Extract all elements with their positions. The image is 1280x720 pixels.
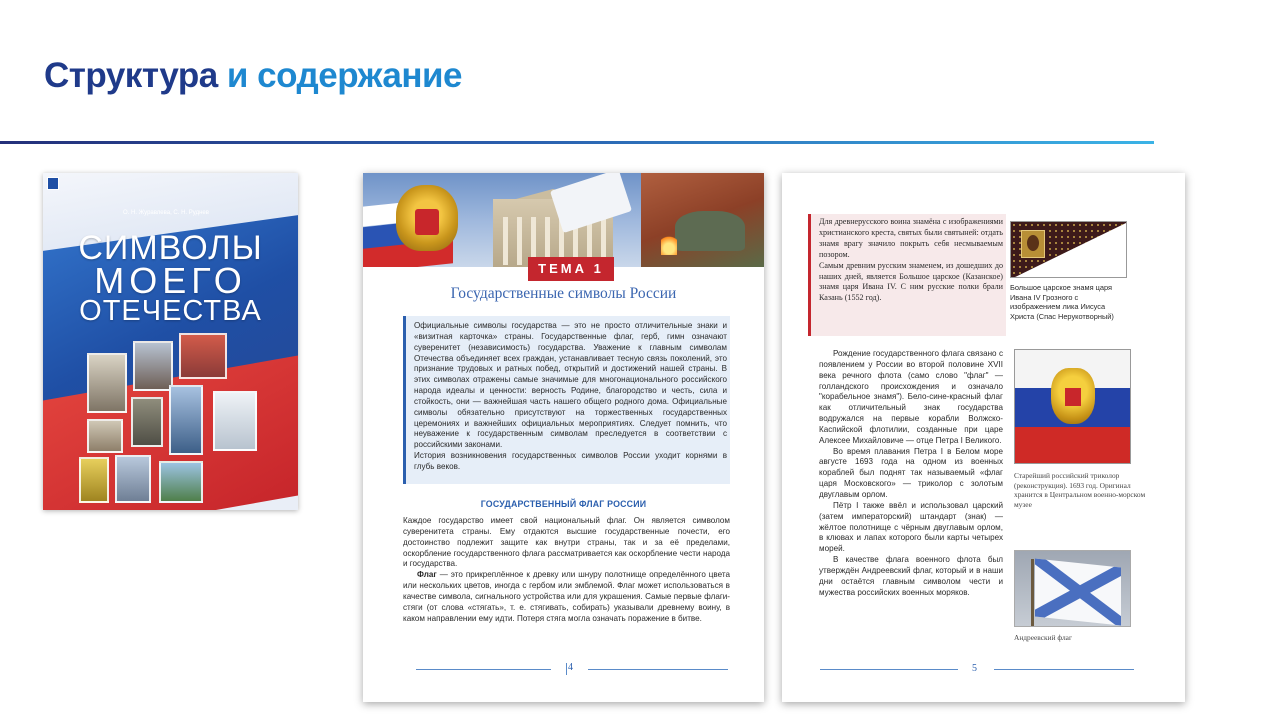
cover-photo-skier <box>213 391 257 451</box>
caption-andreevsky: Андреевский флаг <box>1014 633 1072 642</box>
intro-box <box>403 316 730 484</box>
cover-title-line1: СИМВОЛЫ <box>78 229 263 267</box>
caption-tsar-banner: Большое царское знамя царя Ивана IV Грозного с изображением лика Иисуса Христа (Спас Нерукотворный) <box>1010 283 1114 321</box>
cover-photo-rocket <box>115 455 151 503</box>
caption-tricolor: Старейший российский триколор (реконструкция). 1693 год. Оригинал хранится в Центральном военно-морском музее <box>1014 471 1146 509</box>
tsar-banner-image <box>1010 221 1127 278</box>
tricolor-1693-image <box>1014 349 1131 464</box>
textbook-page-left <box>363 173 764 702</box>
footer-rule-right-right-page <box>994 669 1134 670</box>
tema-label: ТЕМА 1 <box>528 257 614 281</box>
cover-title-line3: ОТЕЧЕСТВА <box>79 295 262 327</box>
footer-rule-right <box>588 669 728 670</box>
cover-photo-landscape <box>159 461 203 503</box>
cover-photo-square <box>133 341 173 391</box>
footer-rule-left <box>416 669 551 670</box>
cover-photo-tower <box>169 385 203 455</box>
paragraph-2-text: — это прикреплённое к древку или шнуру полотнище определённого цвета или нескольких цветов, иногда с гербом или эмблемой. Флаг может использоваться в качестве символа, сигнального устройства или для украшения. Самые первые флаги-стяги (от слова «стягать», т. е. стягивать, собирать) указывали древнему воину, в каком направлении ему идти. Потеря стяга могла означать поражение в битве. <box>403 570 730 623</box>
title-underline <box>0 141 1154 144</box>
body-text-right <box>819 349 1003 598</box>
cover-authors: О. Н. Журавлева, С. Н. Руднев <box>123 210 209 216</box>
flag-term: Флаг <box>417 570 437 580</box>
chapter-banner-image <box>363 173 764 267</box>
slide-title <box>44 56 462 96</box>
cover-photo-wheat <box>79 457 109 503</box>
slide-title-part1: Структура <box>44 56 218 95</box>
quote-paragraph-1: Для древнерусского воина знамёна с изображениями христианского креста, святых были святыней: отдать знамя врагу значило покрыть себя несмываемым позором. <box>819 217 1003 259</box>
cover-photo-theatre <box>87 419 123 453</box>
quote-text <box>819 217 1003 304</box>
cover-photo-monument <box>87 353 127 413</box>
right-paragraph-3: Пётр I также ввёл и использовал царский (затем императорский) штандарт (знак) — жёлтое полотнище с чёрным двуглавым орлом, в клювах и лапах которого были карты четырех морей. <box>819 500 1003 554</box>
textbook-page-right <box>782 173 1185 702</box>
andreevsky-flag-image <box>1014 550 1131 627</box>
publisher-logo-icon <box>47 177 59 190</box>
slide-title-part2: и содержание <box>226 56 462 95</box>
footer-rule-left-right-page <box>820 669 958 670</box>
chapter-title: Государственные символы России <box>450 285 677 302</box>
intro-text <box>414 321 727 473</box>
section-heading: ГОСУДАРСТВЕННЫЙ ФЛАГ РОССИИ <box>480 499 647 509</box>
intro-paragraph: Официальные символы государства — это не просто отличительные знаки и «визитная карточка» страны. Государственные флаг, герб, гимн означают суверенитет (независимость) государства. Уважение к главным символам Отечества объединяет всех граждан, устанавливает тесную связь поколений, это признание трудовых и ратных побед, открытий и достижений нашей страны. В этих символах отражены самые значимые для многонационального российского народа идеалы и ценности: верность Родине, благородство и честь, сила и стойкость, они — важнейшая часть нашего общего родного дома. Официальные символы обязательно присутствуют на торжественных государственных церемониях и важнейших официальных мероприятиях. Следует помнить, что неуважение к государственным символам преследуется в соответствии с российскими законами. <box>414 321 727 450</box>
right-paragraph-2: Во время плавания Петра I в Белом море августе 1693 года на одном из военных кораблей был поднят так называемый «флаг царя Московского» — триколор с золотым двуглавым орлом. <box>819 446 1003 499</box>
cover-photo-soldier <box>131 397 163 447</box>
intro-paragraph-2: История возникновения государственных символов России уходит корнями в глубь веков. <box>414 451 727 471</box>
paragraph-2 <box>403 570 730 624</box>
right-paragraph-4: В качестве флага военного флота был утверждён Андреевский флаг, который и в наши дни остаётся главным символом чести и мужества российских военных моряков. <box>819 555 1003 597</box>
andreevsky-cross-icon <box>1035 558 1121 625</box>
book-cover <box>43 173 298 510</box>
quote-box <box>808 214 1006 336</box>
page-number-right: 5 <box>972 663 977 674</box>
paragraph-1: Каждое государство имеет свой национальный флаг. Он является символом суверенитета страны. Ему отдаются высшие государственные почести, его достоинство подлежит защите как внутри страны, так и за её пределами, оскорбление государственного флага рассматривается как оскорбление чести народа и государства. <box>403 516 730 569</box>
cover-title-line2: МОЕГО <box>94 260 247 301</box>
right-paragraph-1: Рождение государственного флага связано с появлением у России во второй половине XVII века речного флота (само слово "флаг" — голландского происхождения и означало "корабельное знамя"). Бело-сине-красный флаг как отличительный знак государства водружался на первые корабли Волжско-Каспийской флотилии, созданные при царе Алексее Михайловиче — отце Петра I Великого. <box>819 349 1003 445</box>
quote-paragraph-2: Самым древним русским знаменем, из дошедших до наших дней, является Большое царское (Казанское) знамя царя Ивана IV. С ним русские полки брали Казань (1552 год). <box>819 260 1003 303</box>
page-number-tick <box>566 663 567 675</box>
body-text-left <box>403 516 730 624</box>
page-number: 4 <box>568 662 573 673</box>
cover-photo-crowd <box>179 333 227 379</box>
